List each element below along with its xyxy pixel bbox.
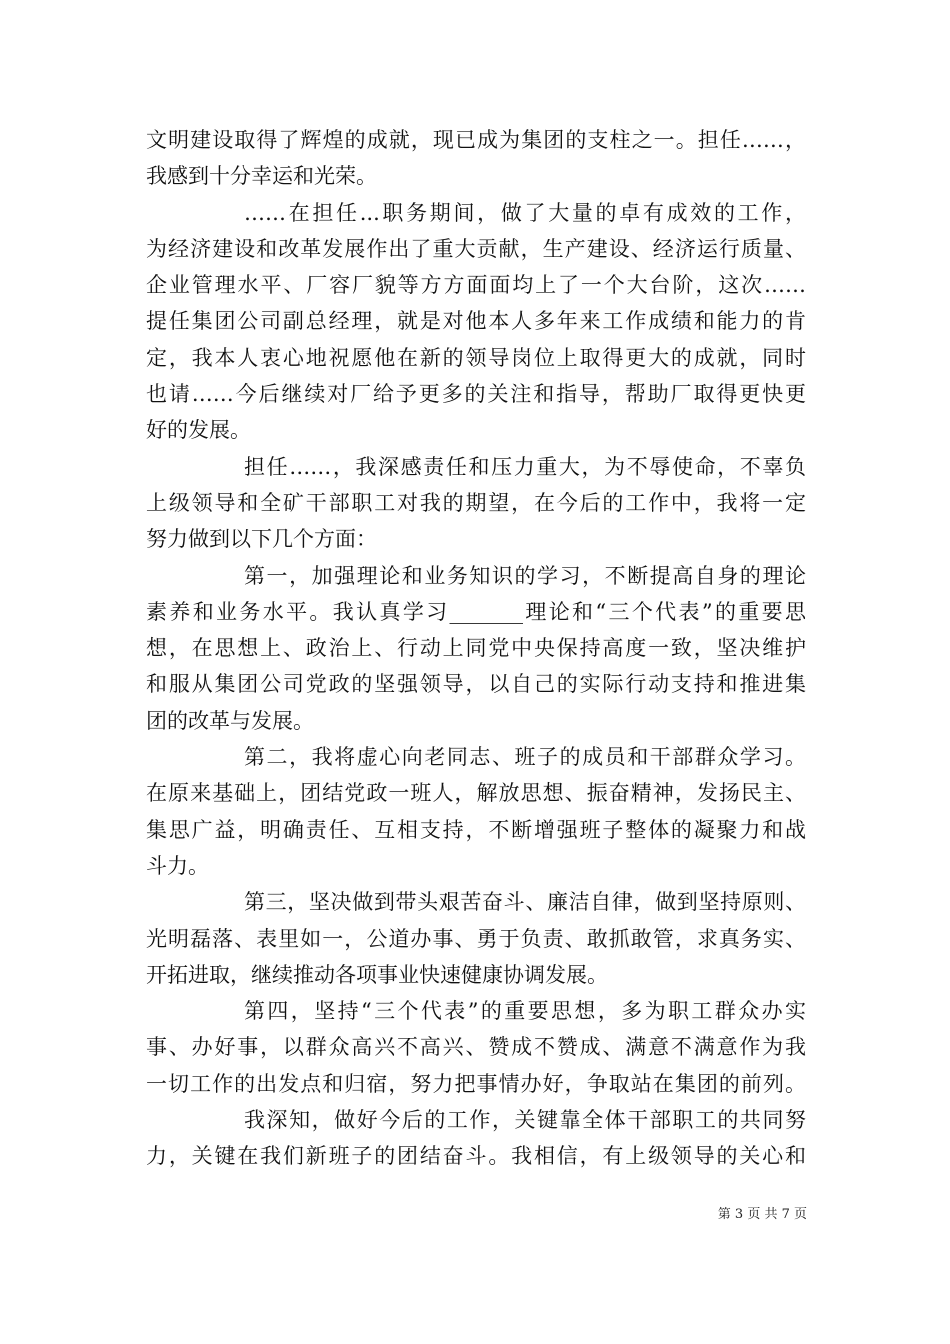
text-line: 一切工作的出发点和归宿，努力把事情办好，争取站在集团的前列。 xyxy=(146,1071,806,1096)
text-line: 第三，坚决做到带头艰苦奋斗、廉洁自律，做到坚持原则、 xyxy=(244,890,806,915)
paragraph xyxy=(146,449,806,558)
text-line: 为经济建设和改革发展作出了重大贡献，生产建设、经济运行质量、 xyxy=(146,236,806,261)
paragraph xyxy=(146,195,806,449)
text-line: 团的改革与发展。 xyxy=(146,708,314,733)
text-line: 和服从集团公司党政的坚强领导，以自己的实际行动支持和推进集 xyxy=(146,672,806,697)
text-line: 定，我本人衷心地祝愿他在新的领导岗位上取得更大的成就，同时 xyxy=(146,345,806,370)
text-line: 我深知，做好今后的工作，关键靠全体干部职工的共同努 xyxy=(244,1108,806,1133)
paragraph xyxy=(146,122,806,195)
text-line: 光明磊落、表里如一，公道办事、勇于负责、敢抓敢管，求真务实、 xyxy=(146,926,806,951)
text-line: 提任集团公司副总经理，就是对他本人多年来工作成绩和能力的肯 xyxy=(146,309,806,334)
paragraph xyxy=(146,558,806,739)
text-line: 我感到十分幸运和光荣。 xyxy=(146,164,377,189)
text-line: 素养和业务水平。我认真学习_______理论和“三个代表”的重要思 xyxy=(146,599,806,624)
text-line: 想，在思想上、政治上、行动上同党中央保持高度一致，坚决维护 xyxy=(146,636,806,661)
paragraph xyxy=(146,884,806,993)
text-line: 也请……今后继续对厂给予更多的关注和指导，帮助厂取得更快更 xyxy=(146,382,806,407)
text-line: 企业管理水平、厂容厂貌等方方面面均上了一个大台阶，这次…… xyxy=(146,273,806,298)
text-line: 第一，加强理论和业务知识的学习，不断提高自身的理论 xyxy=(244,563,806,588)
text-line: 开拓进取，继续推动各项事业快速健康协调发展。 xyxy=(146,962,608,987)
text-line: 斗力。 xyxy=(146,853,209,878)
paragraph xyxy=(146,993,806,1102)
text-line: 力，关键在我们新班子的团结奋斗。我相信，有上级领导的关心和 xyxy=(146,1144,806,1169)
text-line: 第二，我将虚心向老同志、班子的成员和干部群众学习。 xyxy=(244,745,806,770)
text-line: 集思广益，明确责任、互相支持，不断增强班子整体的凝聚力和战 xyxy=(146,817,806,842)
page-number: 第 3 页 共 7 页 xyxy=(717,1207,807,1222)
document-body xyxy=(146,122,806,1175)
text-line: 在原来基础上，团结党政一班人，解放思想、振奋精神，发扬民主、 xyxy=(146,781,806,806)
paragraph xyxy=(146,1102,806,1175)
paragraph xyxy=(146,739,806,884)
text-line: 事、办好事，以群众高兴不高兴、赞成不赞成、满意不满意作为我 xyxy=(146,1035,806,1060)
text-line: 担任……，我深感责任和压力重大，为不辱使命，不辜负 xyxy=(244,454,806,479)
text-line: 文明建设取得了辉煌的成就，现已成为集团的支柱之一。担任……， xyxy=(146,128,806,152)
text-line: 努力做到以下几个方面： xyxy=(146,527,377,552)
text-line: ……在担任...职务期间，做了大量的卓有成效的工作， xyxy=(244,200,806,225)
text-line: 好的发展。 xyxy=(146,418,251,443)
text-line: 上级领导和全矿干部职工对我的期望，在今后的工作中，我将一定 xyxy=(146,490,806,515)
text-line: 第四，坚持“三个代表”的重要思想，多为职工群众办实 xyxy=(244,999,806,1024)
